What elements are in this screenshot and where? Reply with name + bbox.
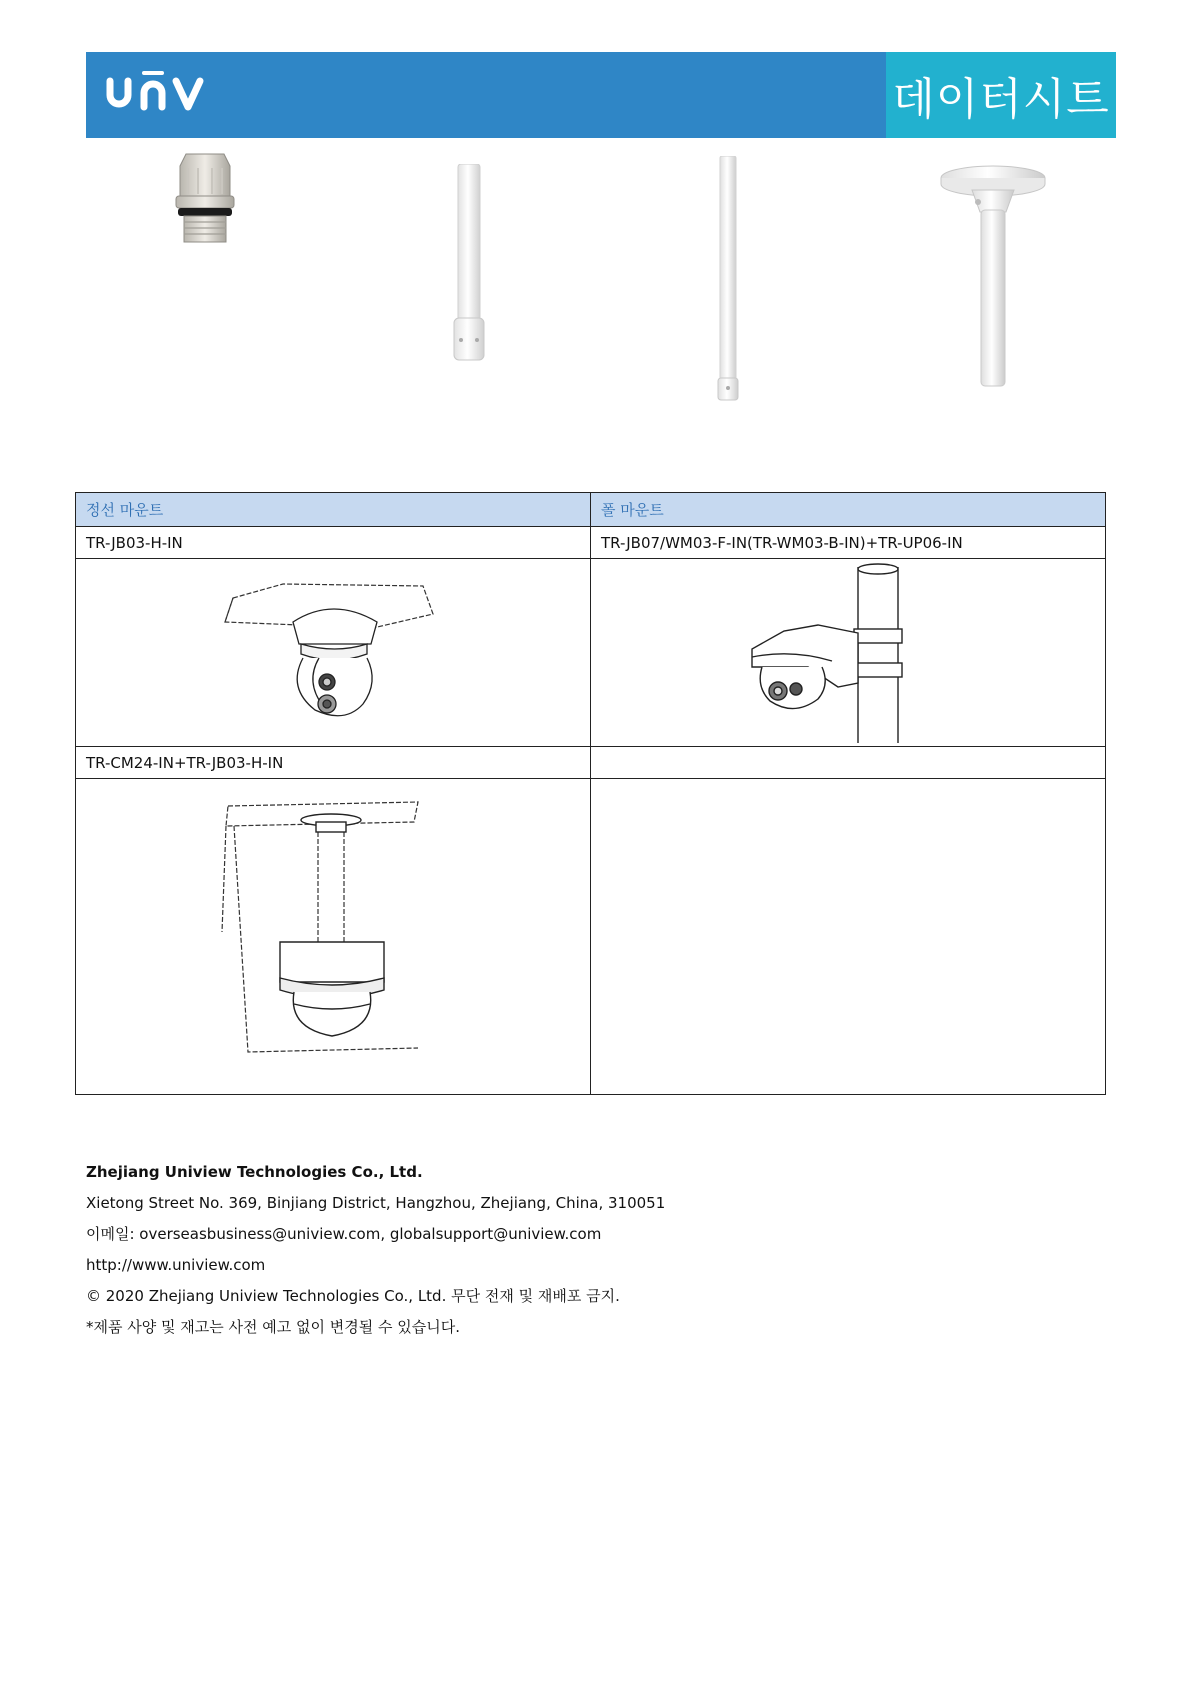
table-row: [76, 559, 1106, 747]
website-link[interactable]: http://www.uniview.com: [86, 1256, 266, 1274]
copyright: © 2020 Zhejiang Uniview Technologies Co., Ltd. 무단 전재 및 재배포 금지.: [86, 1287, 620, 1305]
contact-email: 이메일: overseasbusiness@uniview.com, globalsupport@uniview.com: [86, 1225, 602, 1243]
ceiling-pole-mount-icon: [938, 164, 1048, 395]
model-cell: TR-JB03-H-IN: [76, 527, 591, 559]
table-row: [76, 527, 1106, 559]
long-pole-icon: [716, 156, 742, 406]
header-ceiling-mount: 정선 마운트: [76, 493, 591, 527]
mount-table: [75, 492, 1106, 1095]
brand-logo: [104, 67, 214, 124]
footer: [86, 1162, 1086, 1348]
ceiling-mount-drawing-icon: [76, 559, 591, 747]
header-banner: [86, 52, 1116, 138]
table-header-row: [76, 493, 1106, 527]
model-cell: [591, 747, 1106, 779]
model-cell: TR-CM24-IN+TR-JB03-H-IN: [76, 747, 591, 779]
disclaimer: *제품 사양 및 재고는 사전 예고 없이 변경될 수 있습니다.: [86, 1318, 460, 1336]
table-row: [76, 747, 1106, 779]
datasheet-title: 데이터시트: [886, 52, 1116, 138]
company-address: Xietong Street No. 369, Binjiang District, Hangzhou, Zhejiang, China, 310051: [86, 1194, 666, 1212]
table-row: [76, 779, 1106, 1095]
empty-cell: [591, 779, 1106, 1095]
logo-area: [86, 52, 886, 138]
model-cell: TR-JB07/WM03-F-IN(TR-WM03-B-IN)+TR-UP06-IN: [591, 527, 1106, 559]
short-pole-icon: [452, 164, 488, 369]
company-name: Zhejiang Uniview Technologies Co., Ltd.: [86, 1163, 423, 1181]
header-pole-mount: 폴 마운트: [591, 493, 1106, 527]
pendant-mount-drawing-icon: [76, 779, 591, 1095]
pole-mount-drawing-icon: [591, 559, 1106, 747]
cable-gland-icon: [172, 150, 238, 251]
